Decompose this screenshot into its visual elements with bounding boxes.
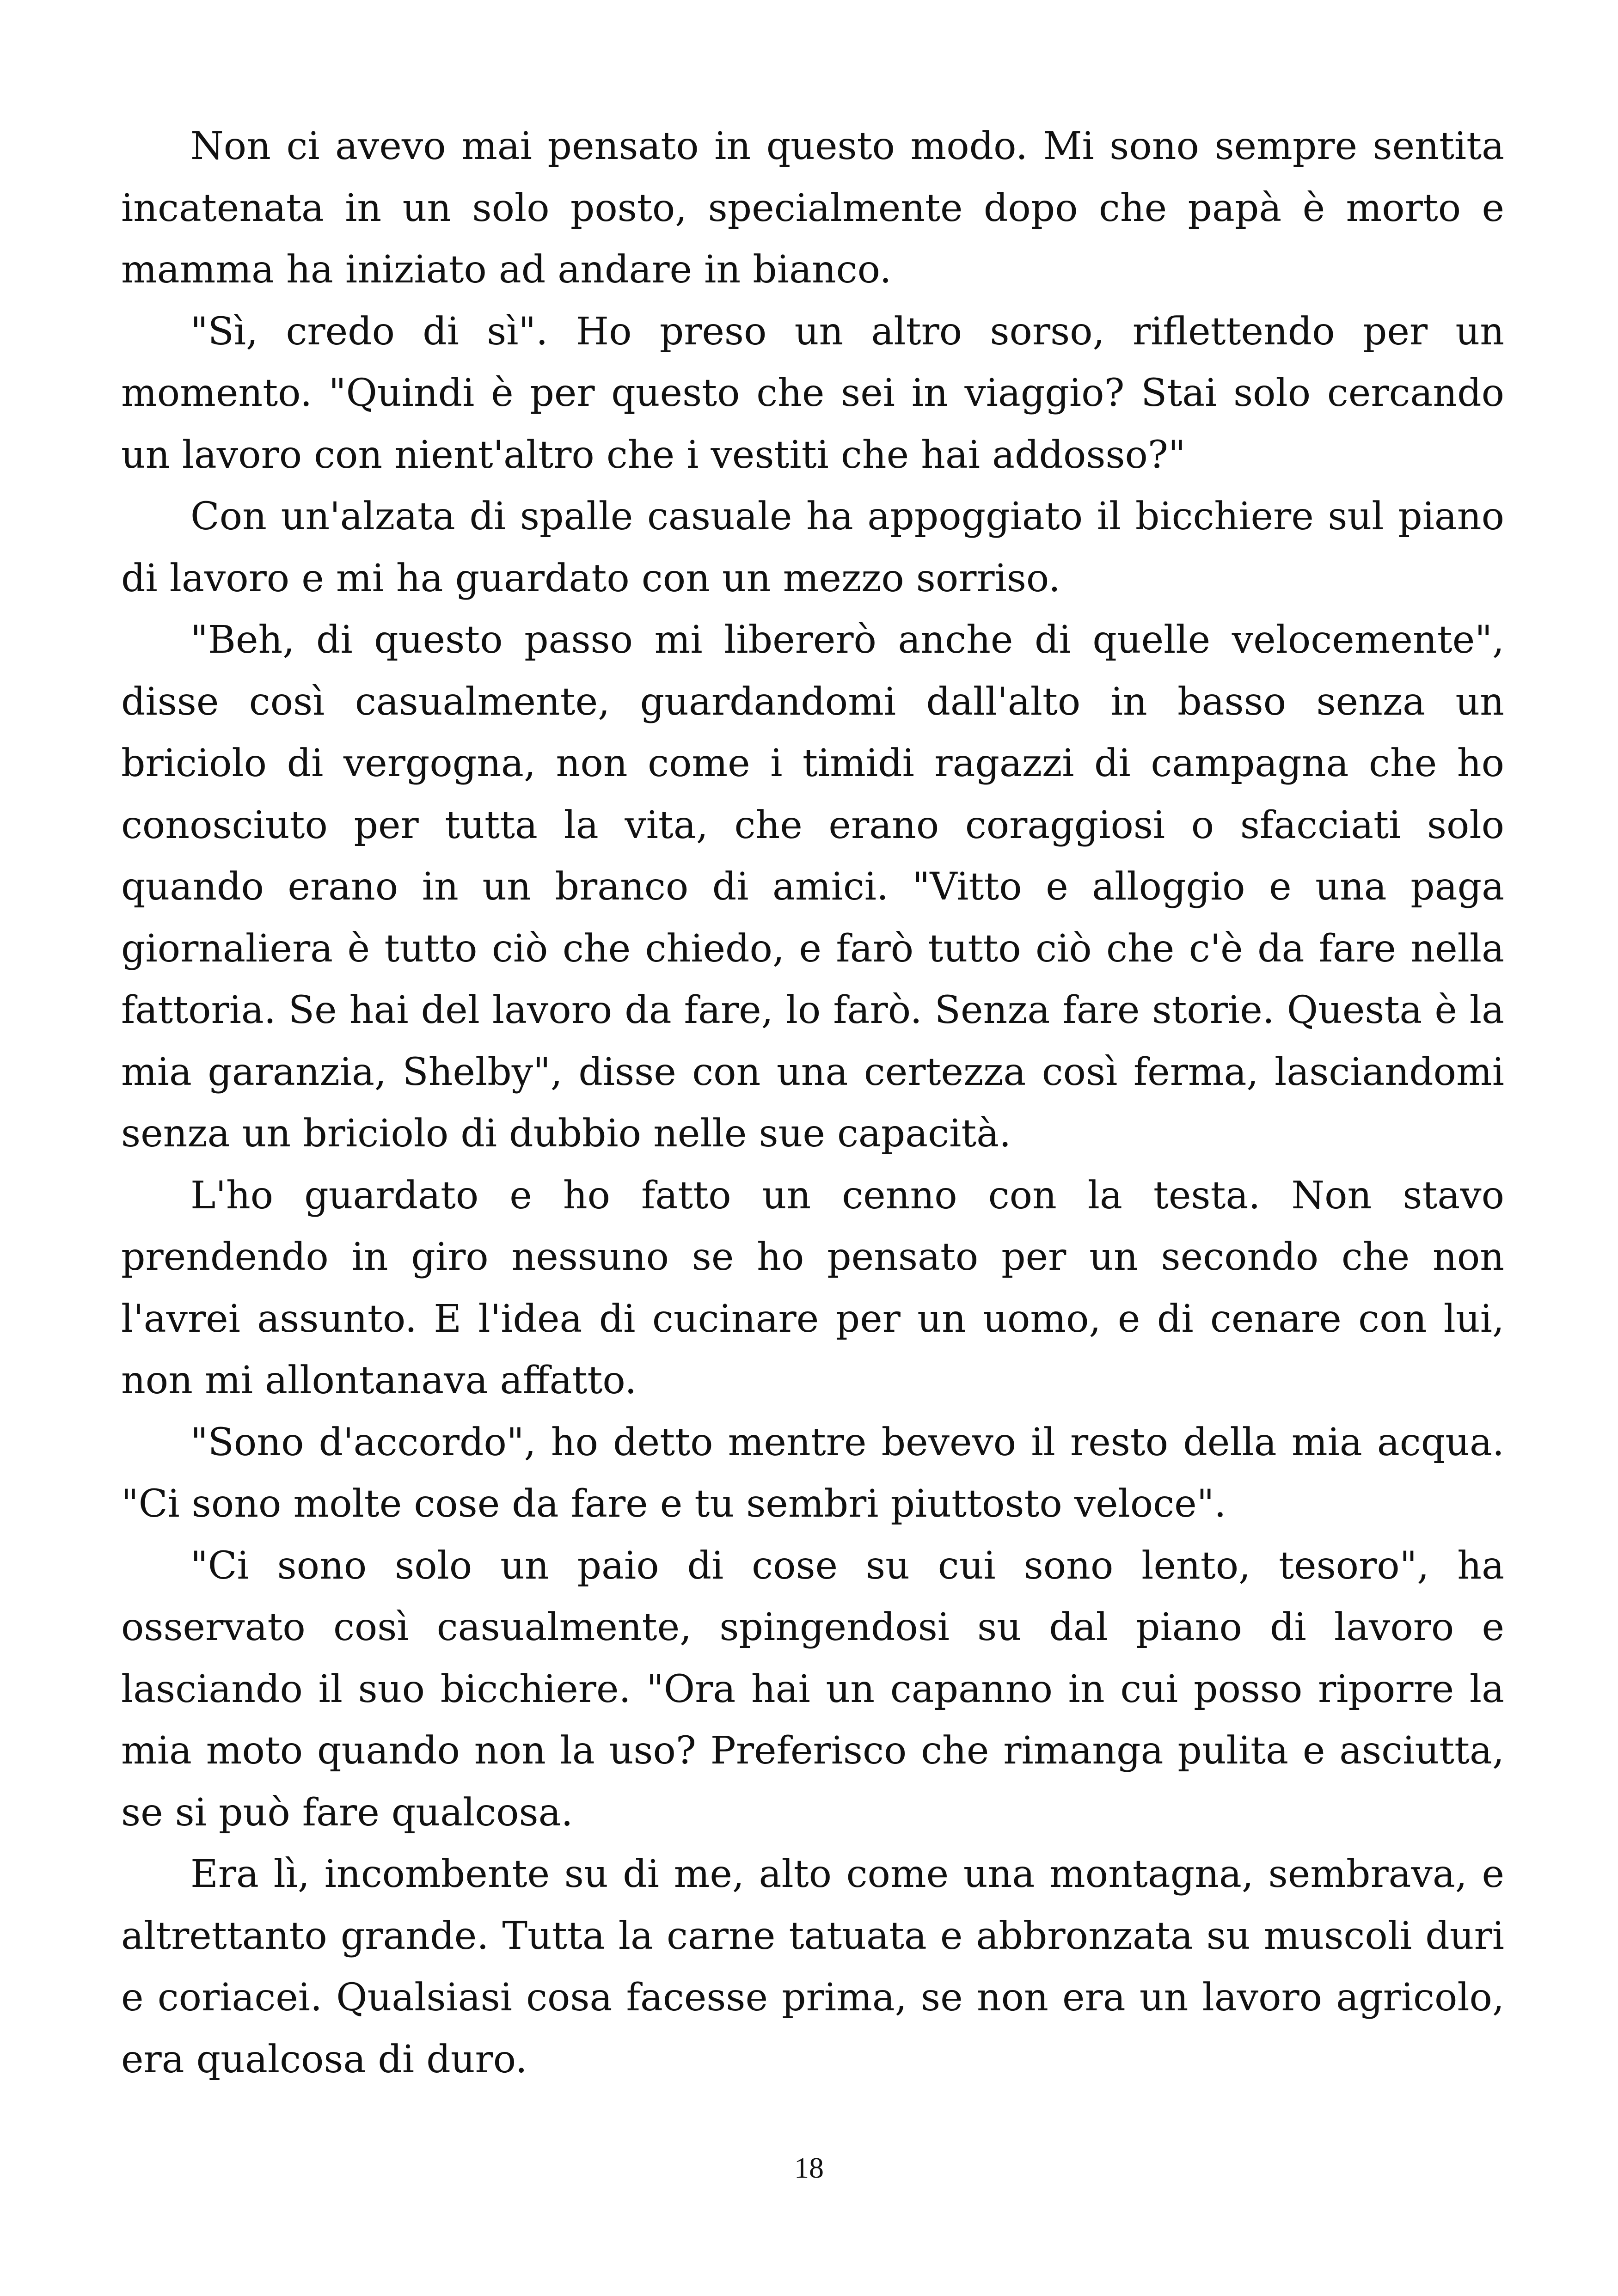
body-text: [121, 116, 1504, 2090]
paragraph: "Ci sono solo un paio di cose su cui sono lento, tesoro", ha osservato così casualmente, spingendosi su dal piano di lavoro e lasciando il suo bicchiere. "Ora hai un capanno in cui posso riporre la mia moto quando non la uso? Preferisco che rimanga pulita e asciutta, se si può fare qualcosa.: [121, 1543, 1504, 1835]
paragraph: Non ci avevo mai pensato in questo modo. Mi sono sempre sentita incatenata in un solo posto, specialmente dopo che papà è morto e mamma ha iniziato ad andare in bianco.: [121, 124, 1504, 292]
paragraph: "Sì, credo di sì". Ho preso un altro sorso, riflettendo per un momento. "Quindi è per questo che sei in viaggio? Stai solo cercando un lavoro con nient'altro che i vestiti che hai addosso?": [121, 309, 1504, 477]
page-number: 18: [794, 2151, 824, 2184]
paragraph: "Beh, di questo passo mi libererò anche di quelle velocemente", disse così casualmente, guardandomi dall'alto in basso senza un briciolo di vergogna, non come i timidi ragazzi di campagna che ho conosciuto per tutta la vita, che erano coraggiosi o sfacciati solo quando erano in un branco di amici. "Vitto e alloggio e una paga giornaliera è tutto ciò che chiedo, e farò tutto ciò che c'è da fare nella fattoria. Se hai del lavoro da fare, lo farò. Senza fare storie. Questa è la mia garanzia, Shelby", disse con una certezza così ferma, lasciandomi senza un briciolo di dubbio nelle sue capacità.: [121, 618, 1504, 1156]
paragraph: Era lì, incombente su di me, alto come una montagna, sembrava, e altrettanto grande. Tutta la carne tatuata e abbronzata su muscoli duri e coriacei. Qualsiasi cosa facesse prima, se non era un lavoro agricolo, era qualcosa di duro.: [121, 1852, 1504, 2082]
paragraph: "Sono d'accordo", ho detto mentre bevevo il resto della mia acqua. "Ci sono molte cose da fare e tu sembri piuttosto veloce".: [121, 1420, 1504, 1526]
paragraph: L'ho guardato e ho fatto un cenno con la testa. Non stavo prendendo in giro nessuno se ho pensato per un secondo che non l'avrei assunto. E l'idea di cucinare per un uomo, e di cenare con lui, non mi allontanava affatto.: [121, 1173, 1504, 1402]
paragraph: Con un'alzata di spalle casuale ha appoggiato il bicchiere sul piano di lavoro e mi ha guardato con un mezzo sorriso.: [121, 495, 1504, 600]
